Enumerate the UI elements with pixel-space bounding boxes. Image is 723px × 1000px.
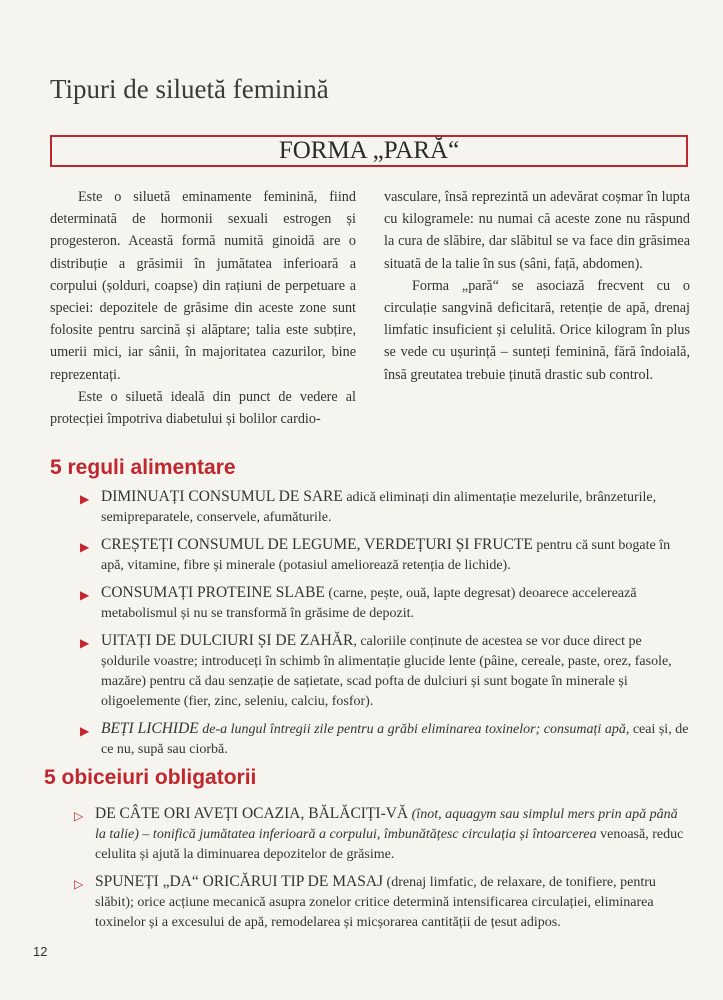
rule-caps: BEȚI LICHIDE (101, 720, 199, 737)
triangle-bullet-icon: ▶ (80, 588, 90, 602)
list-item (80, 487, 692, 528)
section-heading-reguli: 5 reguli alimentare (50, 456, 236, 479)
rule-text: venoasă, reduc celulita și ajută la diminuarea depozitelor de grăsime. (95, 827, 684, 862)
list-item (80, 535, 692, 576)
intro-paragraph: vasculare, însă reprezintă un adevărat coșmar în lupta cu kilogramele: nu numai că aceste zone nu răspund la cura de slăbire, dar slăbitul se va face din grăsimea situată de la talie în sus (sâni, față, abdomen). (384, 189, 690, 272)
intro-paragraph: Forma „pară“ se asociază frecvent cu o circulație sangvină deficitară, retenție de apă, drenaj limfatic insuficient și celulită. Orice kilogram în plus se vede cu ușurință – sunteți feminină, fără îndoială, însă greutatea trebuie ținută drastic sub control. (384, 277, 690, 383)
list-item (74, 872, 692, 933)
rule-text: ceai și, de ce nu, supă sau ciorbă. (101, 722, 689, 757)
triangle-bullet-icon: ▶ (80, 724, 90, 738)
form-header-box (50, 135, 688, 167)
list-item (80, 719, 692, 760)
outline-triangle-bullet-icon: ▷ (74, 877, 84, 891)
rule-caps: CREȘTEȚI CONSUMUL DE LEGUME, VERDEȚURI ȘI FRUCTE (101, 536, 533, 553)
rule-text: (drenaj limfatic, de relaxare, de tonifiere, pentru slăbit); orice acțiune mecanică asupra zonelor critice determină intensificarea circulației, eliminarea toxinelor și a excesului de apă, remodelarea și micșorarea cantității de țesut adipos. (95, 875, 656, 930)
rule-text: pentru că sunt bogate în apă, vitamine, fibre și minerale (potasiul ameliorează retenția de lichide). (101, 538, 671, 573)
obiceiuri-list (74, 804, 692, 940)
section-heading-obiceiuri: 5 obiceiuri obligatorii (44, 766, 257, 789)
list-item (80, 583, 692, 624)
rule-caps: SPUNEȚI „DA“ ORICĂRUI TIP DE MASAJ (95, 873, 384, 890)
triangle-bullet-icon: ▶ (80, 492, 90, 506)
rule-italic-text: de-a lungul întregii zile pentru a grăbi eliminarea toxinelor; consumați apă, (198, 722, 630, 737)
intro-paragraph: Este o siluetă ideală din punct de vedere al protecției împotriva diabetului și bolilor cardio- (50, 388, 356, 428)
reguli-list (80, 487, 692, 767)
triangle-bullet-icon: ▶ (80, 540, 90, 554)
rule-caps: DE CÂTE ORI AVEȚI OCAZIA, BĂLĂCIȚI-VĂ (95, 805, 409, 822)
rule-caps: CONSUMAȚI PROTEINE SLABE (101, 584, 325, 601)
intro-right-column (384, 186, 690, 386)
intro-left-column (50, 186, 356, 430)
rule-text: (carne, pește, ouă, lapte degresat) deoarece accelerează metabolismul și nu se transformă în grăsime de depozit. (101, 586, 637, 621)
page-number: 12 (33, 944, 48, 959)
rule-caps: DIMINUAȚI CONSUMUL DE SARE (101, 488, 343, 505)
triangle-bullet-icon: ▶ (80, 636, 90, 650)
list-item (80, 631, 692, 712)
rule-caps: UITAȚI DE DULCIURI ȘI DE ZAHĂR (101, 632, 354, 649)
rule-italic-text: (înot, aquagym sau simplul mers prin apă până la talie) – tonifică jumătatea inferioară a corpului, îmbunătățesc circulația și întoarcerea (95, 807, 678, 842)
rule-text: , caloriile conținute de acestea se vor duce direct pe șoldurile voastre; introduceți în schimb în alimentație glucide lente (pâine, cereale, paste, orez, fasole, mazăre) pentru că dau senzație de sațietate, scad pofta de dulciuri și sunt bogate în minerale și oligoelemente (fier, zinc, seleniu, calciu, fosfor). (101, 634, 672, 709)
intro-paragraph: Este o siluetă eminamente feminină, fiind determinată de hormonii sexuali estrogen și progesteron. Această formă numită ginoidă are o distribuție a grăsimii în jumătatea inferioară a corpului (șolduri, coapse) din rațiuni de perpetuare a speciei: depozitele de grăsime din aceste zone sunt folosite pentru sarcină și alăptare; talia este subțire, umerii mici, iar sânii, în majoritatea cazurilor, bine reprezentați. (50, 189, 356, 383)
list-item (74, 804, 692, 865)
form-header-title: FORMA „PARĂ“ (278, 137, 460, 164)
rule-text: adică eliminați din alimentație mezelurile, brânzeturile, semipreparatele, conservele, afumăturile. (101, 490, 657, 525)
page-title: Tipuri de siluetă feminină (50, 74, 329, 104)
outline-triangle-bullet-icon: ▷ (74, 809, 84, 823)
